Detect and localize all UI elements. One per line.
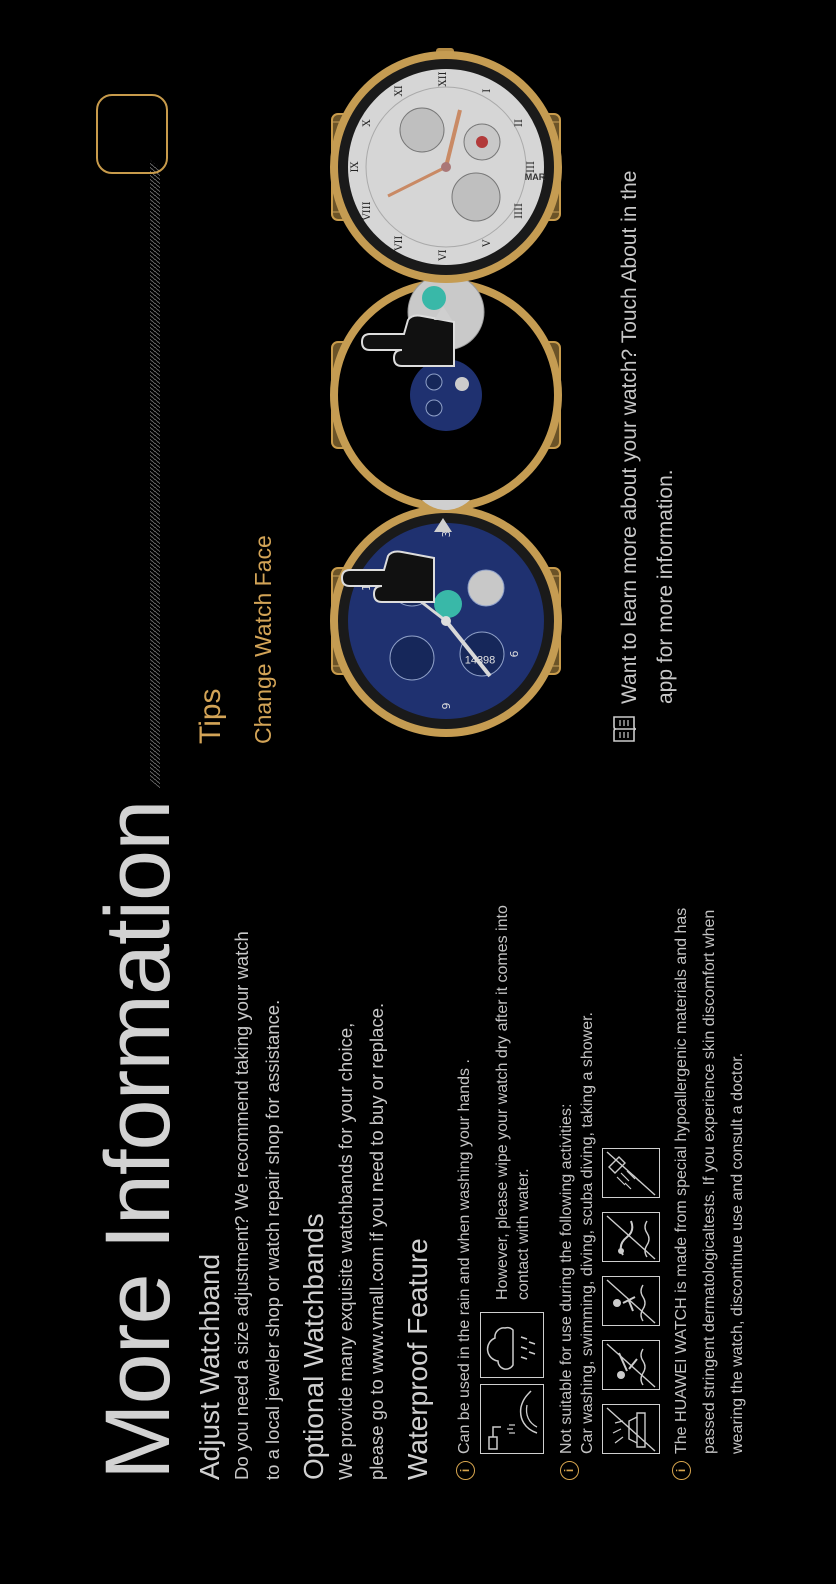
roman-numeral: IIII xyxy=(514,203,526,219)
wipe-text xyxy=(492,905,534,1300)
arrow-right-icon xyxy=(434,306,452,320)
rain-icon xyxy=(480,1312,544,1378)
roman-numeral: II xyxy=(514,119,526,127)
not-suitable-text xyxy=(556,1012,598,1454)
swimming-icon xyxy=(602,1340,660,1390)
roman-numeral: III xyxy=(526,161,537,173)
roman-numeral: XII xyxy=(438,71,449,87)
roman-numeral: IX xyxy=(350,161,361,173)
wipe-line-2: contact with water. xyxy=(515,1168,532,1300)
hypo-line-3: wearing the watch, discontinue use and consult a doctor. xyxy=(729,1052,746,1454)
roman-numeral: I xyxy=(482,88,493,93)
scuba-diving-icon xyxy=(602,1212,660,1262)
adjust-line-1: Do you need a size adjustment? We recommend taking your watch xyxy=(231,931,252,1480)
roman-numeral: XI xyxy=(394,85,405,97)
wipe-line-1: However, please wipe your watch dry after it comes into xyxy=(494,905,511,1300)
watch-navy-dial xyxy=(330,496,562,746)
roman-numeral: VIII xyxy=(361,201,373,221)
chapter-number-box xyxy=(96,94,168,174)
optional-heading: Optional Watchbands xyxy=(298,1213,329,1480)
optional-line-2: please go to www.vmall.com if you need to buy or replace. xyxy=(366,1002,387,1480)
info-icon: i xyxy=(560,1461,579,1480)
tap-hand-icon xyxy=(330,546,440,616)
optional-text xyxy=(330,1003,392,1480)
car-washing-icon xyxy=(602,1404,660,1454)
adjust-line-2: to a local jeweler shop or watch repair shop for assistance. xyxy=(262,999,283,1480)
waterproof-heading: Waterproof Feature xyxy=(402,1238,433,1480)
optional-line-1: We provide many exquisite watchbands for your choice, xyxy=(335,1022,356,1480)
about-line-1: Want to learn more about your watch? Touch About in the xyxy=(618,170,641,704)
roman-numeral: V xyxy=(482,239,493,247)
roman-numeral: VI xyxy=(438,249,449,261)
adjust-heading: Adjust Watchband xyxy=(194,1253,225,1480)
change-watch-face-heading: Change Watch Face xyxy=(250,535,276,744)
tap-hand-icon xyxy=(350,310,460,380)
hypoallergenic-text xyxy=(668,908,752,1454)
can-use-text: Can be used in the rain and when washing your hands . xyxy=(456,1059,473,1454)
shower-icon xyxy=(602,1148,660,1198)
dial-hour-label: 3 xyxy=(440,530,453,538)
about-line-2: app for more information. xyxy=(654,469,677,704)
divider-line xyxy=(150,160,160,788)
washing-hands-icon xyxy=(480,1384,544,1454)
about-text xyxy=(612,171,684,705)
diving-icon xyxy=(602,1276,660,1326)
arrow-right-icon xyxy=(434,518,452,532)
step-count-label: 14398 xyxy=(464,654,496,667)
roman-numeral: X xyxy=(361,119,373,127)
dial-hour-label: 9 xyxy=(440,702,453,710)
roman-numeral: VII xyxy=(394,235,405,251)
info-icon: i xyxy=(456,1461,475,1480)
info-icon: i xyxy=(672,1461,691,1480)
page-title: More Information xyxy=(87,800,189,1480)
dial-hour-label: 6 xyxy=(508,650,521,658)
hypo-line-1: The HUAWEI WATCH is made from special hypoallergenic materials and has xyxy=(673,907,690,1454)
not-suitable-line-1: Not suitable for use during the following activities: xyxy=(558,1103,575,1454)
tips-heading: Tips xyxy=(194,688,227,744)
adjust-text xyxy=(226,931,288,1480)
not-suitable-line-2: Car washing, swimming, diving, scuba diving, taking a shower. xyxy=(579,1012,596,1454)
month-label: MAR xyxy=(524,171,546,182)
book-icon xyxy=(610,714,638,744)
watch-silver-dial xyxy=(330,42,562,292)
hypo-line-2: passed stringent dermatologicaltests. If you experience skin discomfort when xyxy=(701,909,718,1454)
